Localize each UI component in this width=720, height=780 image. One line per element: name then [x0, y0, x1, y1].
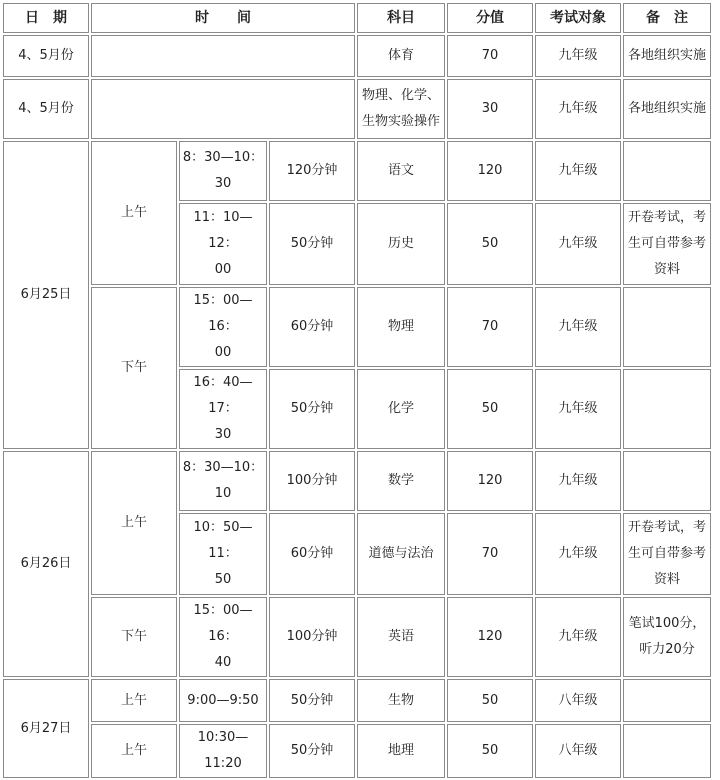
time-line: 10 — [214, 486, 232, 501]
time-line: 8：30—10： — [182, 460, 264, 475]
target-cell: 九年级 — [535, 597, 621, 677]
remark-cell: 各地组织实施 — [623, 79, 711, 139]
score-cell: 50 — [447, 203, 533, 285]
header-subject: 科目 — [357, 3, 445, 33]
time-cell — [179, 203, 267, 285]
target-cell: 八年级 — [535, 724, 621, 778]
remark-cell — [623, 141, 711, 201]
score-cell: 70 — [447, 287, 533, 367]
subject-cell: 英语 — [357, 597, 445, 677]
remark-cell — [623, 679, 711, 722]
remark-line: 开卷考试，考 — [627, 210, 706, 225]
remark-cell — [623, 369, 711, 449]
header-target: 考试对象 — [535, 3, 621, 33]
time-cell — [179, 513, 267, 595]
score-cell: 50 — [447, 679, 533, 722]
table-row — [3, 35, 711, 77]
duration-cell: 100分钟 — [269, 451, 355, 511]
subject-cell: 体育 — [357, 35, 445, 77]
subject-cell: 地理 — [357, 724, 445, 778]
duration-cell: 100分钟 — [269, 597, 355, 677]
score-cell: 120 — [447, 141, 533, 201]
time-line: 00 — [214, 262, 232, 277]
duration-cell: 60分钟 — [269, 513, 355, 595]
remark-line: 笔试100分， — [628, 616, 706, 631]
duration-cell: 50分钟 — [269, 203, 355, 285]
target-cell: 九年级 — [535, 203, 621, 285]
remark-line: 资料 — [653, 262, 680, 277]
date-cell: 4、5月份 — [3, 79, 89, 139]
table-row — [3, 141, 711, 201]
time-cell — [179, 597, 267, 677]
time-line: 8：30—10： — [182, 150, 264, 165]
header-time: 时 间 — [91, 3, 355, 33]
header-score: 分值 — [447, 3, 533, 33]
header-remark: 备 注 — [623, 3, 711, 33]
date-cell: 6月26日 — [3, 451, 89, 677]
remark-cell — [623, 203, 711, 285]
time-cell — [91, 79, 355, 139]
remark-cell — [623, 451, 711, 511]
score-cell: 70 — [447, 35, 533, 77]
date-cell: 4、5月份 — [3, 35, 89, 77]
target-cell: 九年级 — [535, 369, 621, 449]
time-line: 30 — [214, 427, 232, 442]
period-cell: 上午 — [91, 141, 177, 285]
subject-cell: 数学 — [357, 451, 445, 511]
remark-cell — [623, 513, 711, 595]
target-cell: 九年级 — [535, 141, 621, 201]
time-cell — [179, 451, 267, 511]
time-line: 50 — [214, 572, 232, 587]
remark-line: 资料 — [653, 572, 680, 587]
subject-cell: 物理 — [357, 287, 445, 367]
time-line: 15：00—16： — [193, 603, 253, 644]
duration-cell: 50分钟 — [269, 369, 355, 449]
table-row — [3, 451, 711, 511]
score-cell: 30 — [447, 79, 533, 139]
table-row — [3, 679, 711, 722]
time-cell — [179, 141, 267, 201]
table-row — [3, 79, 711, 139]
remark-line: 生可自带参考 — [627, 236, 706, 251]
subject-line: 物理、化学、 — [361, 88, 440, 103]
time-cell: 10:30—11:20 — [179, 724, 267, 778]
time-line: 11：10—12： — [193, 210, 253, 251]
period-cell: 上午 — [91, 679, 177, 722]
time-cell — [91, 35, 355, 77]
time-line: 40 — [214, 655, 232, 670]
subject-cell — [357, 79, 445, 139]
table-row — [3, 724, 711, 778]
exam-schedule-table — [1, 1, 713, 780]
duration-cell: 120分钟 — [269, 141, 355, 201]
remark-line: 听力20分 — [639, 642, 695, 657]
period-cell: 下午 — [91, 287, 177, 449]
score-cell: 120 — [447, 597, 533, 677]
date-cell: 6月25日 — [3, 141, 89, 449]
period-cell: 上午 — [91, 724, 177, 778]
subject-cell: 历史 — [357, 203, 445, 285]
header-date: 日 期 — [3, 3, 89, 33]
time-cell — [179, 287, 267, 367]
remark-cell — [623, 597, 711, 677]
score-cell: 120 — [447, 451, 533, 511]
time-cell: 9:00—9:50 — [179, 679, 267, 722]
duration-cell: 50分钟 — [269, 679, 355, 722]
target-cell: 八年级 — [535, 679, 621, 722]
target-cell: 九年级 — [535, 513, 621, 595]
target-cell: 九年级 — [535, 79, 621, 139]
score-cell: 70 — [447, 513, 533, 595]
remark-line: 生可自带参考 — [627, 546, 706, 561]
remark-cell: 各地组织实施 — [623, 35, 711, 77]
date-cell: 6月27日 — [3, 679, 89, 778]
remark-line: 开卷考试，考 — [627, 520, 706, 535]
duration-cell: 60分钟 — [269, 287, 355, 367]
period-cell: 上午 — [91, 451, 177, 595]
table-row — [3, 287, 711, 367]
time-line: 16：40—17： — [193, 375, 253, 416]
subject-cell: 语文 — [357, 141, 445, 201]
time-line: 15：00—16： — [193, 293, 253, 334]
period-cell: 下午 — [91, 597, 177, 677]
time-line: 30 — [214, 176, 232, 191]
subject-line: 生物实验操作 — [361, 114, 440, 129]
score-cell: 50 — [447, 369, 533, 449]
remark-cell — [623, 287, 711, 367]
target-cell: 九年级 — [535, 451, 621, 511]
subject-cell: 道德与法治 — [357, 513, 445, 595]
time-cell — [179, 369, 267, 449]
subject-cell: 生物 — [357, 679, 445, 722]
time-line: 10：50—11： — [193, 520, 253, 561]
target-cell: 九年级 — [535, 287, 621, 367]
duration-cell: 50分钟 — [269, 724, 355, 778]
remark-cell — [623, 724, 711, 778]
score-cell: 50 — [447, 724, 533, 778]
target-cell: 九年级 — [535, 35, 621, 77]
time-line: 00 — [214, 345, 232, 360]
table-row — [3, 597, 711, 677]
subject-cell: 化学 — [357, 369, 445, 449]
header-row — [3, 3, 711, 33]
